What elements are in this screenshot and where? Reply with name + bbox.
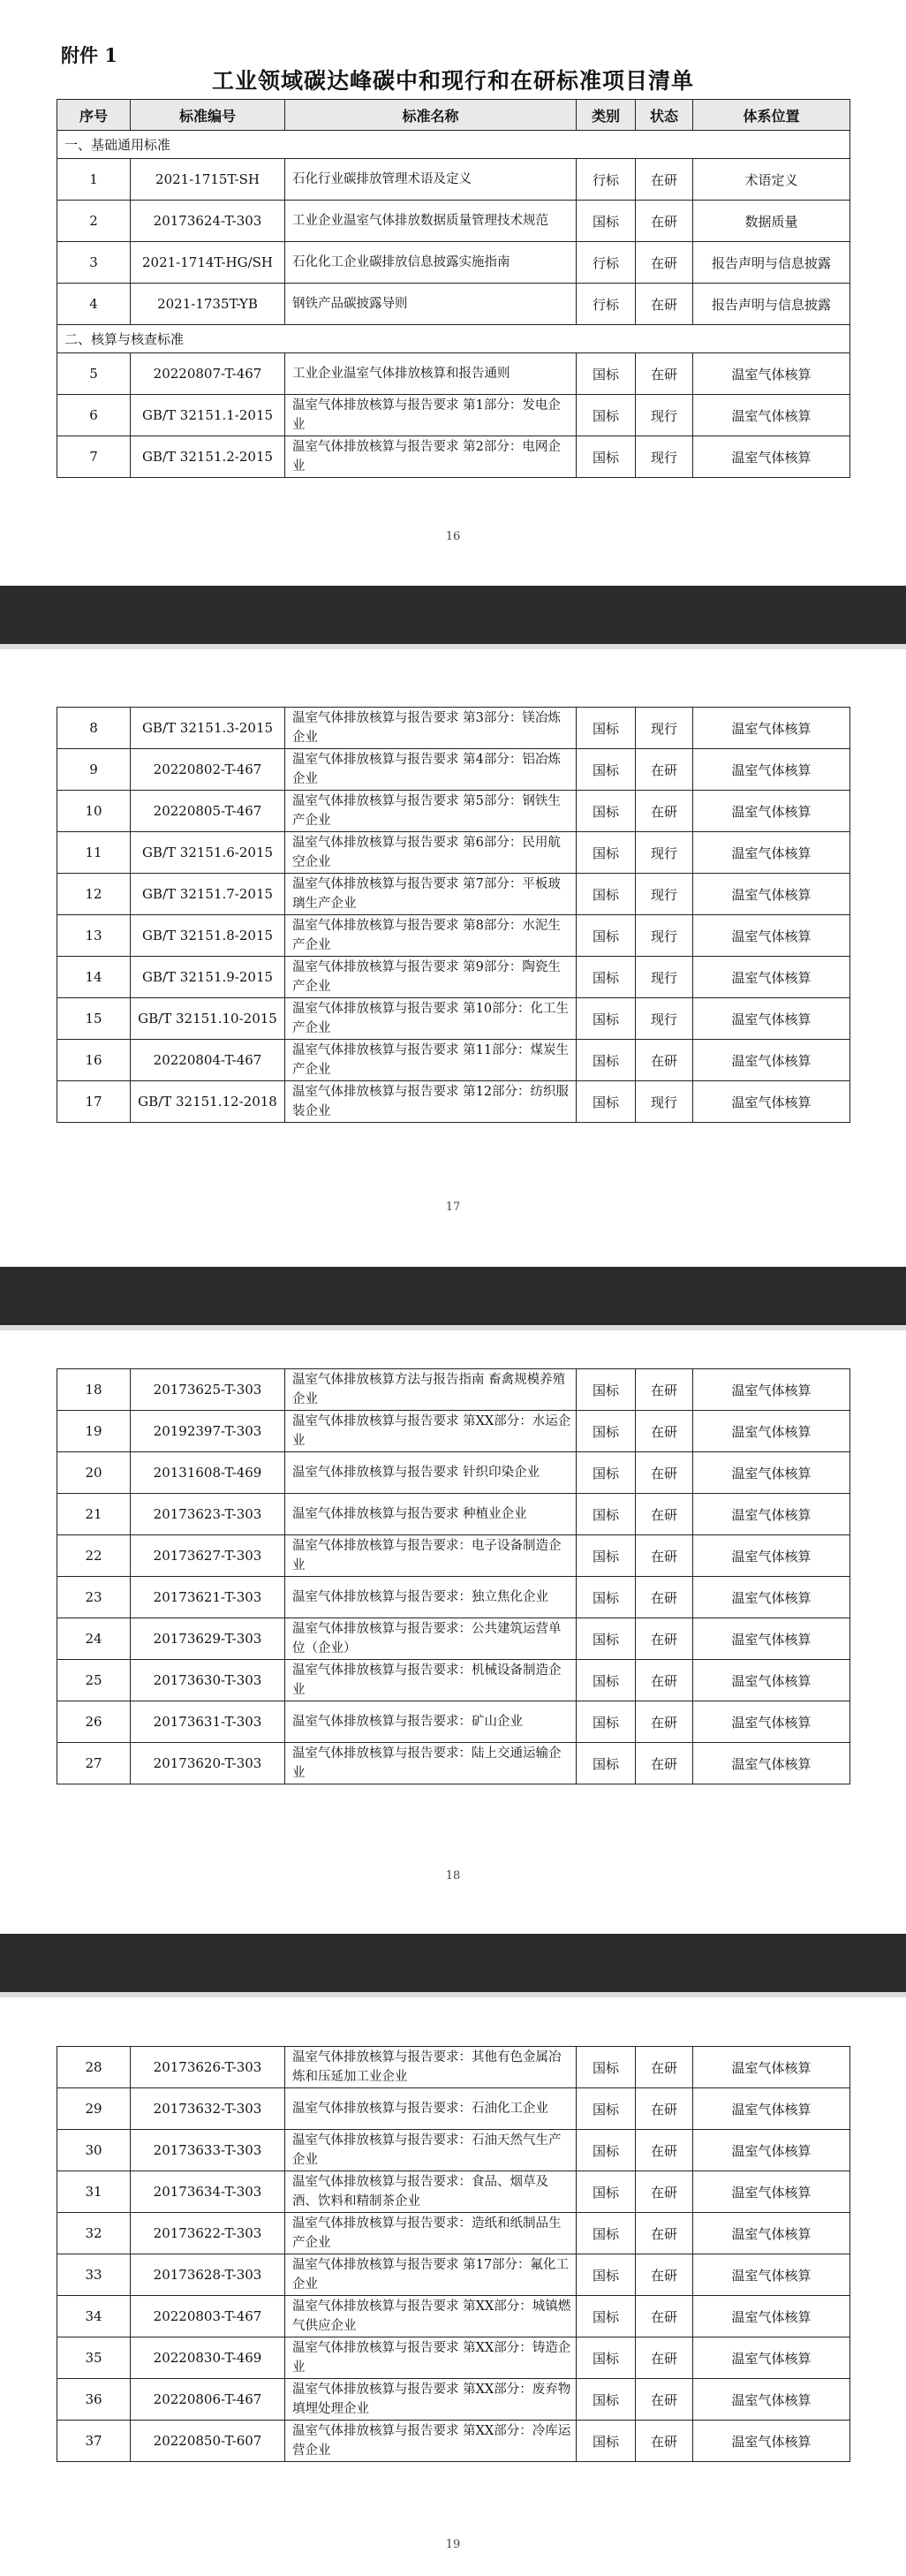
code-cell: 20220830-T-469: [131, 2337, 285, 2379]
table-row: [57, 2421, 850, 2462]
table-row: [57, 874, 850, 915]
standard-name-cell: 温室气体排放核算与报告要求 第17部分：氟化工企业: [285, 2254, 577, 2296]
status-cell: 在研: [636, 791, 693, 832]
category-cell: 国标: [577, 201, 636, 242]
seq-cell: 24: [57, 1618, 131, 1660]
position-cell: 温室气体核算: [693, 874, 850, 915]
position-cell: 温室气体核算: [693, 749, 850, 791]
code-cell: 20173625-T-303: [131, 1369, 285, 1411]
table-row: [57, 436, 850, 478]
status-cell: 在研: [636, 159, 693, 201]
position-cell: 温室气体核算: [693, 1040, 850, 1081]
position-cell: 温室气体核算: [693, 2296, 850, 2337]
standard-name-cell: 石化化工企业碳排放信息披露实施指南: [285, 242, 577, 284]
document-page-3: [0, 1330, 906, 1934]
table-row: [57, 284, 850, 325]
status-cell: 在研: [636, 1701, 693, 1743]
header-name: 标准名称: [285, 100, 577, 131]
standard-name-cell: 温室气体排放核算与报告要求：石油天然气生产企业: [285, 2130, 577, 2171]
standard-name-cell: 温室气体排放核算与报告要求 第2部分：电网企业: [285, 436, 577, 478]
header-position: 体系位置: [693, 100, 850, 131]
seq-cell: 26: [57, 1701, 131, 1743]
category-cell: 国标: [577, 1660, 636, 1701]
position-cell: 温室气体核算: [693, 915, 850, 957]
seq-cell: 6: [57, 395, 131, 436]
status-cell: 在研: [636, 1452, 693, 1494]
section-title: 二、核算与核查标准: [57, 325, 850, 353]
standard-name-cell: 温室气体排放核算与报告要求 第XX部分：城镇燃气供应企业: [285, 2296, 577, 2337]
code-cell: 20173628-T-303: [131, 2254, 285, 2296]
category-cell: 国标: [577, 2213, 636, 2254]
status-cell: 在研: [636, 201, 693, 242]
status-cell: 在研: [636, 1577, 693, 1618]
status-cell: 在研: [636, 1535, 693, 1577]
table-row: [57, 395, 850, 436]
status-cell: 在研: [636, 2296, 693, 2337]
section-title: 一、基础通用标准: [57, 131, 850, 159]
category-cell: 国标: [577, 353, 636, 395]
status-cell: 现行: [636, 1081, 693, 1123]
section-row: [57, 325, 850, 353]
code-cell: 20220806-T-467: [131, 2379, 285, 2421]
seq-cell: 2: [57, 201, 131, 242]
page-separator: [0, 586, 906, 649]
standard-name-cell: 温室气体排放核算与报告要求 第11部分：煤炭生产企业: [285, 1040, 577, 1081]
position-cell: 温室气体核算: [693, 2337, 850, 2379]
position-cell: 温室气体核算: [693, 2254, 850, 2296]
position-cell: 温室气体核算: [693, 1743, 850, 1784]
category-cell: 国标: [577, 915, 636, 957]
category-cell: 国标: [577, 2379, 636, 2421]
table-header-row: [57, 100, 850, 131]
table-row: [57, 2379, 850, 2421]
code-cell: 20173620-T-303: [131, 1743, 285, 1784]
status-cell: 在研: [636, 2047, 693, 2088]
standard-name-cell: 温室气体排放核算与报告要求：食品、烟草及酒、饮料和精制茶企业: [285, 2171, 577, 2213]
table-row: [57, 998, 850, 1040]
seq-cell: 30: [57, 2130, 131, 2171]
position-cell: 温室气体核算: [693, 353, 850, 395]
page-number: 19: [445, 2538, 461, 2551]
category-cell: 国标: [577, 1081, 636, 1123]
category-cell: 国标: [577, 1494, 636, 1535]
code-cell: 20173631-T-303: [131, 1701, 285, 1743]
position-cell: 温室气体核算: [693, 957, 850, 998]
category-cell: 国标: [577, 2047, 636, 2088]
status-cell: 在研: [636, 2088, 693, 2130]
seq-cell: 23: [57, 1577, 131, 1618]
status-cell: 在研: [636, 2254, 693, 2296]
status-cell: 现行: [636, 395, 693, 436]
status-cell: 现行: [636, 436, 693, 478]
status-cell: 现行: [636, 708, 693, 749]
code-cell: GB/T 32151.1-2015: [131, 395, 285, 436]
category-cell: 国标: [577, 2130, 636, 2171]
position-cell: 术语定义: [693, 159, 850, 201]
code-cell: 20220850-T-607: [131, 2421, 285, 2462]
table-row: [57, 1494, 850, 1535]
category-cell: 国标: [577, 998, 636, 1040]
code-cell: 20173621-T-303: [131, 1577, 285, 1618]
header-code: 标准编号: [131, 100, 285, 131]
position-cell: 温室气体核算: [693, 1577, 850, 1618]
standard-name-cell: 温室气体排放核算与报告要求 第8部分：水泥生产企业: [285, 915, 577, 957]
table-row: [57, 1577, 850, 1618]
table-row: [57, 1535, 850, 1577]
standard-name-cell: 石化行业碳排放管理术语及定义: [285, 159, 577, 201]
status-cell: 在研: [636, 242, 693, 284]
seq-cell: 10: [57, 791, 131, 832]
table-row: [57, 1701, 850, 1743]
position-cell: 温室气体核算: [693, 1411, 850, 1452]
seq-cell: 32: [57, 2213, 131, 2254]
standards-table-page-2: [57, 707, 850, 1123]
seq-cell: 31: [57, 2171, 131, 2213]
status-cell: 在研: [636, 2421, 693, 2462]
code-cell: GB/T 32151.9-2015: [131, 957, 285, 998]
status-cell: 现行: [636, 874, 693, 915]
code-cell: 20173626-T-303: [131, 2047, 285, 2088]
code-cell: 20173633-T-303: [131, 2130, 285, 2171]
position-cell: 温室气体核算: [693, 832, 850, 874]
annex-label: 附件 1: [61, 44, 117, 66]
standard-name-cell: 温室气体排放核算与报告要求 第12部分：纺织服装企业: [285, 1081, 577, 1123]
status-cell: 在研: [636, 1494, 693, 1535]
category-cell: 国标: [577, 2171, 636, 2213]
code-cell: 20220802-T-467: [131, 749, 285, 791]
seq-cell: 15: [57, 998, 131, 1040]
standard-name-cell: 温室气体排放核算与报告要求 第4部分：铝冶炼企业: [285, 749, 577, 791]
seq-cell: 21: [57, 1494, 131, 1535]
table-row: [57, 957, 850, 998]
position-cell: 温室气体核算: [693, 708, 850, 749]
table-row: [57, 242, 850, 284]
standard-name-cell: 温室气体排放核算与报告要求 第XX部分：冷库运营企业: [285, 2421, 577, 2462]
table-row: [57, 749, 850, 791]
status-cell: 在研: [636, 749, 693, 791]
table-row: [57, 791, 850, 832]
status-cell: 在研: [636, 2337, 693, 2379]
seq-cell: 17: [57, 1081, 131, 1123]
page-separator: [0, 1267, 906, 1330]
table-row: [57, 1743, 850, 1784]
status-cell: 在研: [636, 2171, 693, 2213]
category-cell: 国标: [577, 1411, 636, 1452]
standard-name-cell: 温室气体排放核算与报告要求：矿山企业: [285, 1701, 577, 1743]
category-cell: 国标: [577, 1743, 636, 1784]
code-cell: 20173629-T-303: [131, 1618, 285, 1660]
status-cell: 在研: [636, 1660, 693, 1701]
category-cell: 国标: [577, 2337, 636, 2379]
page-number: 17: [445, 1201, 461, 1214]
code-cell: 20220804-T-467: [131, 1040, 285, 1081]
seq-cell: 8: [57, 708, 131, 749]
position-cell: 温室气体核算: [693, 1081, 850, 1123]
seq-cell: 35: [57, 2337, 131, 2379]
code-cell: 20131608-T-469: [131, 1452, 285, 1494]
code-cell: 20173624-T-303: [131, 201, 285, 242]
position-cell: 温室气体核算: [693, 436, 850, 478]
code-cell: GB/T 32151.10-2015: [131, 998, 285, 1040]
category-cell: 国标: [577, 791, 636, 832]
category-cell: 国标: [577, 1618, 636, 1660]
position-cell: 温室气体核算: [693, 1535, 850, 1577]
standard-name-cell: 工业企业温室气体排放数据质量管理技术规范: [285, 201, 577, 242]
seq-cell: 20: [57, 1452, 131, 1494]
standard-name-cell: 温室气体排放核算与报告要求：电子设备制造企业: [285, 1535, 577, 1577]
table-row: [57, 1618, 850, 1660]
table-row: [57, 2047, 850, 2088]
seq-cell: 16: [57, 1040, 131, 1081]
category-cell: 国标: [577, 2088, 636, 2130]
position-cell: 温室气体核算: [693, 1452, 850, 1494]
seq-cell: 14: [57, 957, 131, 998]
code-cell: GB/T 32151.3-2015: [131, 708, 285, 749]
code-cell: 20173623-T-303: [131, 1494, 285, 1535]
category-cell: 国标: [577, 1452, 636, 1494]
table-row: [57, 1411, 850, 1452]
category-cell: 国标: [577, 708, 636, 749]
code-cell: GB/T 32151.8-2015: [131, 915, 285, 957]
document-page-4: [0, 1997, 906, 2576]
table-row: [57, 832, 850, 874]
position-cell: 报告声明与信息披露: [693, 242, 850, 284]
table-row: [57, 2296, 850, 2337]
position-cell: 温室气体核算: [693, 2088, 850, 2130]
standard-name-cell: 温室气体排放核算与报告要求：机械设备制造企业: [285, 1660, 577, 1701]
position-cell: 温室气体核算: [693, 1660, 850, 1701]
status-cell: 现行: [636, 915, 693, 957]
code-cell: 20192397-T-303: [131, 1411, 285, 1452]
header-category: 类别: [577, 100, 636, 131]
position-cell: 温室气体核算: [693, 2130, 850, 2171]
category-cell: 国标: [577, 1701, 636, 1743]
table-row: [57, 915, 850, 957]
table-row: [57, 1369, 850, 1411]
table-row: [57, 1660, 850, 1701]
code-cell: 20220807-T-467: [131, 353, 285, 395]
position-cell: 温室气体核算: [693, 1369, 850, 1411]
table-row: [57, 2088, 850, 2130]
status-cell: 在研: [636, 2213, 693, 2254]
seq-cell: 34: [57, 2296, 131, 2337]
seq-cell: 11: [57, 832, 131, 874]
position-cell: 温室气体核算: [693, 2047, 850, 2088]
standard-name-cell: 温室气体排放核算与报告要求：造纸和纸制品生产企业: [285, 2213, 577, 2254]
standard-name-cell: 温室气体排放核算与报告要求 第7部分：平板玻璃生产企业: [285, 874, 577, 915]
status-cell: 在研: [636, 1369, 693, 1411]
seq-cell: 19: [57, 1411, 131, 1452]
table-row: [57, 1081, 850, 1123]
category-cell: 国标: [577, 1040, 636, 1081]
code-cell: 20173634-T-303: [131, 2171, 285, 2213]
standard-name-cell: 温室气体排放核算与报告要求：其他有色金属冶炼和压延加工业企业: [285, 2047, 577, 2088]
category-cell: 国标: [577, 1369, 636, 1411]
position-cell: 温室气体核算: [693, 1494, 850, 1535]
position-cell: 温室气体核算: [693, 791, 850, 832]
page-separator: [0, 1934, 906, 1997]
table-row: [57, 1040, 850, 1081]
category-cell: 国标: [577, 2296, 636, 2337]
code-cell: GB/T 32151.7-2015: [131, 874, 285, 915]
document-title: 工业领域碳达峰碳中和现行和在研标准项目清单: [211, 68, 694, 94]
document-page-1: [0, 0, 906, 586]
document-page-2: [0, 649, 906, 1267]
status-cell: 现行: [636, 957, 693, 998]
standard-name-cell: 钢铁产品碳披露导则: [285, 284, 577, 325]
seq-cell: 7: [57, 436, 131, 478]
seq-cell: 4: [57, 284, 131, 325]
table-row: [57, 1452, 850, 1494]
code-cell: 20173627-T-303: [131, 1535, 285, 1577]
standard-name-cell: 温室气体排放核算与报告要求 第XX部分：铸造企业: [285, 2337, 577, 2379]
seq-cell: 13: [57, 915, 131, 957]
code-cell: 20173630-T-303: [131, 1660, 285, 1701]
table-row: [57, 2171, 850, 2213]
standard-name-cell: 温室气体排放核算与报告要求 第10部分：化工生产企业: [285, 998, 577, 1040]
category-cell: 国标: [577, 2421, 636, 2462]
seq-cell: 25: [57, 1660, 131, 1701]
position-cell: 温室气体核算: [693, 2213, 850, 2254]
position-cell: 报告声明与信息披露: [693, 284, 850, 325]
table-row: [57, 2213, 850, 2254]
category-cell: 行标: [577, 242, 636, 284]
seq-cell: 28: [57, 2047, 131, 2088]
position-cell: 温室气体核算: [693, 2379, 850, 2421]
seq-cell: 9: [57, 749, 131, 791]
category-cell: 国标: [577, 395, 636, 436]
table-row: [57, 708, 850, 749]
position-cell: 温室气体核算: [693, 998, 850, 1040]
seq-cell: 37: [57, 2421, 131, 2462]
standard-name-cell: 温室气体排放核算与报告要求 第9部分：陶瓷生产企业: [285, 957, 577, 998]
standard-name-cell: 工业企业温室气体排放核算和报告通则: [285, 353, 577, 395]
status-cell: 在研: [636, 284, 693, 325]
status-cell: 在研: [636, 1743, 693, 1784]
standard-name-cell: 温室气体排放核算与报告要求 第5部分：钢铁生产企业: [285, 791, 577, 832]
category-cell: 行标: [577, 159, 636, 201]
category-cell: 行标: [577, 284, 636, 325]
code-cell: 2021-1715T-SH: [131, 159, 285, 201]
position-cell: 数据质量: [693, 201, 850, 242]
standard-name-cell: 温室气体排放核算方法与报告指南 畜禽规模养殖企业: [285, 1369, 577, 1411]
status-cell: 现行: [636, 998, 693, 1040]
standard-name-cell: 温室气体排放核算与报告要求：石油化工企业: [285, 2088, 577, 2130]
seq-cell: 27: [57, 1743, 131, 1784]
code-cell: 20220805-T-467: [131, 791, 285, 832]
status-cell: 在研: [636, 1618, 693, 1660]
header-seq: 序号: [57, 100, 131, 131]
table-row: [57, 2254, 850, 2296]
seq-cell: 12: [57, 874, 131, 915]
standard-name-cell: 温室气体排放核算与报告要求：独立焦化企业: [285, 1577, 577, 1618]
category-cell: 国标: [577, 1577, 636, 1618]
seq-cell: 33: [57, 2254, 131, 2296]
status-cell: 在研: [636, 1411, 693, 1452]
code-cell: 20173632-T-303: [131, 2088, 285, 2130]
code-cell: 20220803-T-467: [131, 2296, 285, 2337]
table-row: [57, 159, 850, 201]
standard-name-cell: 温室气体排放核算与报告要求：陆上交通运输企业: [285, 1743, 577, 1784]
standards-table-page-3: [57, 1368, 850, 1784]
category-cell: 国标: [577, 749, 636, 791]
code-cell: GB/T 32151.6-2015: [131, 832, 285, 874]
seq-cell: 3: [57, 242, 131, 284]
status-cell: 在研: [636, 2379, 693, 2421]
status-cell: 在研: [636, 1040, 693, 1081]
position-cell: 温室气体核算: [693, 1618, 850, 1660]
standard-name-cell: 温室气体排放核算与报告要求 第6部分：民用航空企业: [285, 832, 577, 874]
category-cell: 国标: [577, 1535, 636, 1577]
position-cell: 温室气体核算: [693, 2171, 850, 2213]
code-cell: GB/T 32151.12-2018: [131, 1081, 285, 1123]
standard-name-cell: 温室气体排放核算与报告要求：公共建筑运营单位（企业）: [285, 1618, 577, 1660]
seq-cell: 29: [57, 2088, 131, 2130]
page-number: 18: [445, 1869, 461, 1883]
seq-cell: 36: [57, 2379, 131, 2421]
code-cell: GB/T 32151.2-2015: [131, 436, 285, 478]
standards-table-page-1: [57, 99, 850, 478]
category-cell: 国标: [577, 874, 636, 915]
standard-name-cell: 温室气体排放核算与报告要求 针织印染企业: [285, 1452, 577, 1494]
code-cell: 2021-1714T-HG/SH: [131, 242, 285, 284]
status-cell: 现行: [636, 832, 693, 874]
seq-cell: 18: [57, 1369, 131, 1411]
seq-cell: 22: [57, 1535, 131, 1577]
table-row: [57, 2130, 850, 2171]
standard-name-cell: 温室气体排放核算与报告要求 第1部分：发电企业: [285, 395, 577, 436]
category-cell: 国标: [577, 2254, 636, 2296]
seq-cell: 5: [57, 353, 131, 395]
page-number: 16: [445, 530, 461, 543]
standard-name-cell: 温室气体排放核算与报告要求 第XX部分：废弃物填埋处理企业: [285, 2379, 577, 2421]
code-cell: 2021-1735T-YB: [131, 284, 285, 325]
standards-table-page-4: [57, 2046, 850, 2462]
standard-name-cell: 温室气体排放核算与报告要求 种植业企业: [285, 1494, 577, 1535]
table-row: [57, 201, 850, 242]
position-cell: 温室气体核算: [693, 1701, 850, 1743]
table-row: [57, 353, 850, 395]
standard-name-cell: 温室气体排放核算与报告要求 第3部分：镁冶炼企业: [285, 708, 577, 749]
code-cell: 20173622-T-303: [131, 2213, 285, 2254]
position-cell: 温室气体核算: [693, 395, 850, 436]
table-row: [57, 2337, 850, 2379]
status-cell: 在研: [636, 353, 693, 395]
status-cell: 在研: [636, 2130, 693, 2171]
header-status: 状态: [636, 100, 693, 131]
seq-cell: 1: [57, 159, 131, 201]
standard-name-cell: 温室气体排放核算与报告要求 第XX部分：水运企业: [285, 1411, 577, 1452]
section-row: [57, 131, 850, 159]
category-cell: 国标: [577, 957, 636, 998]
category-cell: 国标: [577, 436, 636, 478]
category-cell: 国标: [577, 832, 636, 874]
position-cell: 温室气体核算: [693, 2421, 850, 2462]
